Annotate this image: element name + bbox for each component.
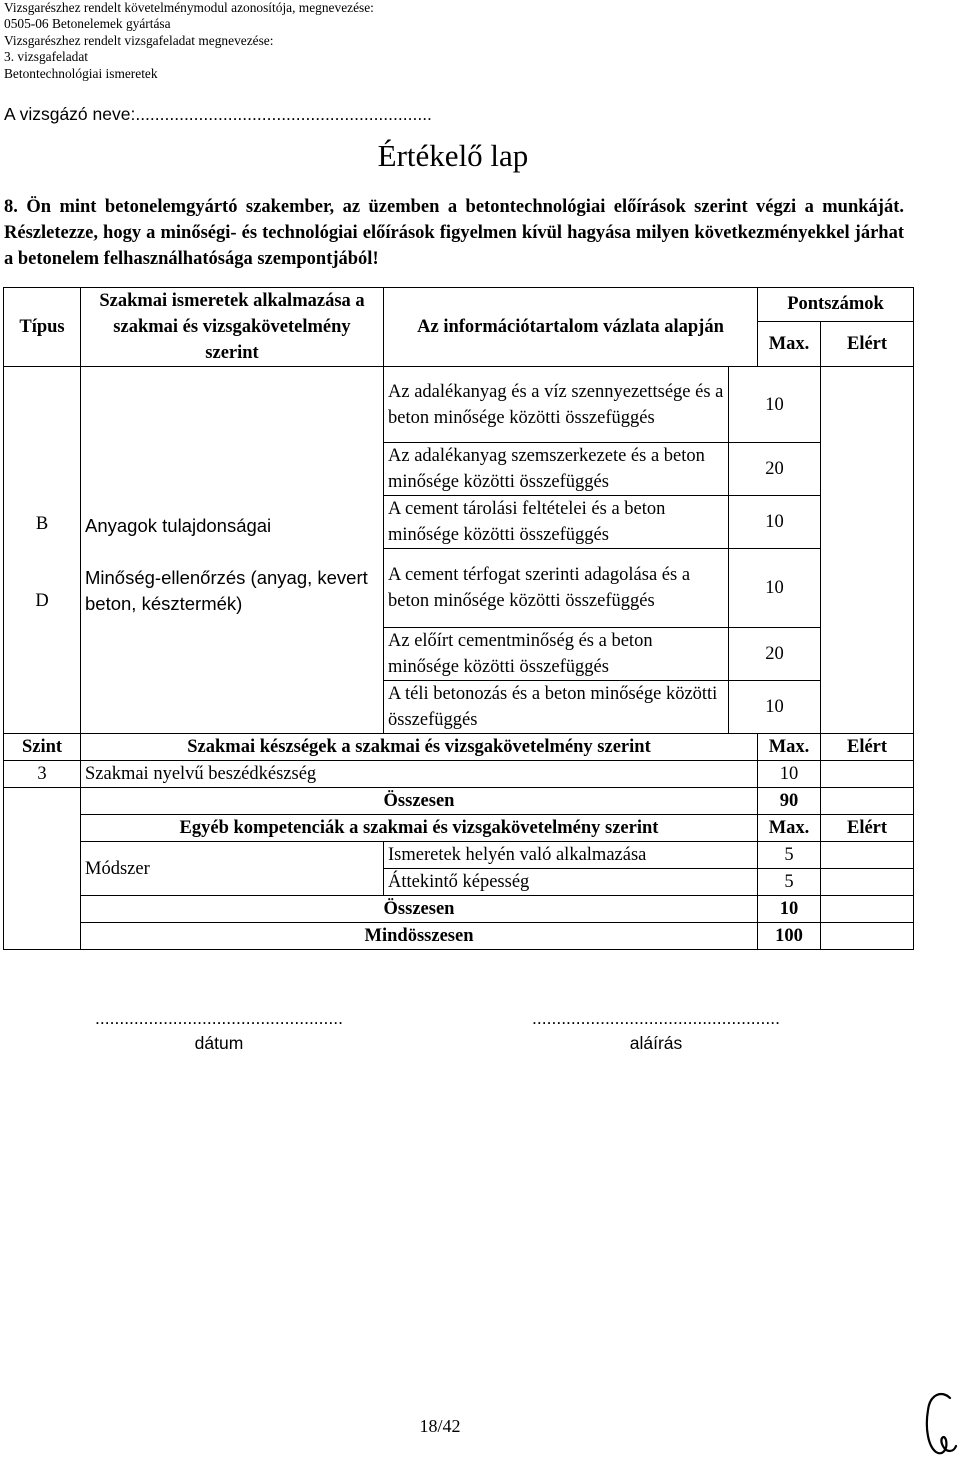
date-dots: ................................................... xyxy=(95,1008,343,1028)
grand-total-label: Mindösszesen xyxy=(81,923,758,950)
date-label: dátum xyxy=(194,1033,244,1053)
grand-total-achieved xyxy=(821,923,914,950)
header-line: Betontechnológiai ismeretek xyxy=(4,65,158,81)
item-text: Az előírt cementminőség és a beton minősége közötti összefüggés xyxy=(384,628,729,681)
item-max: 10 xyxy=(729,496,821,549)
spacer-cell xyxy=(4,869,81,896)
item-text: A cement térfogat szerinti adagolása és a beton minősége közötti összefüggés xyxy=(384,549,729,628)
grand-total-value: 100 xyxy=(758,923,821,950)
page-number: 18/42 xyxy=(419,1416,461,1436)
method-label: Módszer xyxy=(81,842,384,896)
achieved-cell xyxy=(821,367,914,734)
type-cell xyxy=(4,367,81,734)
evaluation-table xyxy=(3,287,914,950)
method-item: Áttekintő képesség xyxy=(384,869,758,896)
date-signature-line xyxy=(88,1006,350,1056)
spacer-cell xyxy=(4,896,81,923)
type-b: B xyxy=(35,514,49,534)
sign-signature-line xyxy=(524,1006,788,1056)
topic-b: Anyagok tulajdonságai xyxy=(85,515,272,536)
points-header: Pontszámok xyxy=(758,288,914,322)
item-text: A téli betonozás és a beton minősége közötti összefüggés xyxy=(384,681,729,734)
outline-header: Az információtartalom vázlata alapján xyxy=(384,288,758,367)
header-line: Vizsgarészhez rendelt követelménymodul azonosítója, megnevezése: xyxy=(4,0,374,15)
spacer-cell xyxy=(4,923,81,950)
item-max: 10 xyxy=(729,367,821,443)
max-header: Max. xyxy=(758,321,821,366)
spacer-cell xyxy=(4,842,81,869)
examinee-name-field: A vizsgázó neve:............................................................. xyxy=(4,104,432,124)
task-text: 8. Ön mint betonelemgyártó szakember, az üzemben a betontechnológiai előírások szerint végzi a munkáját. Részletezze, hogy a minőségi- és technológiai előírások figyelmen kívül hagyása milyen következményekkel járhat a betonelem felhasználhatósága szempontjából! xyxy=(4,197,904,269)
item-max: 10 xyxy=(729,549,821,628)
method-item: Ismeretek helyén való alkalmazása xyxy=(384,842,758,869)
method-points: 5 xyxy=(758,869,821,896)
page-title: Értékelő lap xyxy=(377,138,529,173)
subtotal-label: Összesen xyxy=(81,788,758,815)
other-header: Egyéb kompetenciák a szakmai és vizsgakövetelmény szerint xyxy=(81,815,758,842)
item-text: Az adalékanyag és a víz szennyezettsége és a beton minősége közötti összefüggés xyxy=(384,367,729,443)
sign-label: aláírás xyxy=(629,1033,683,1053)
skill-name: Szakmai nyelvű beszédkészség xyxy=(81,761,758,788)
spacer-cell xyxy=(4,815,81,842)
level-header: Szint xyxy=(4,734,81,761)
sign-dots: ................................................... xyxy=(532,1008,780,1028)
skill-level: 3 xyxy=(4,761,81,788)
header-line: 3. vizsgafeladat xyxy=(4,49,89,65)
achieved-header: Elért xyxy=(821,321,914,366)
type-header: Típus xyxy=(4,288,81,367)
spacer-cell xyxy=(4,788,81,815)
other-max-header: Max. xyxy=(758,815,821,842)
method-achieved xyxy=(821,842,914,869)
subtotal-label: Összesen xyxy=(81,896,758,923)
item-max: 10 xyxy=(729,681,821,734)
method-achieved xyxy=(821,869,914,896)
skills-header: Szakmai készségek a szakmai és vizsgakövetelmény szerint xyxy=(81,734,758,761)
topic-d: Minőség-ellenőrzés (anyag, kevert beton, késztermék) xyxy=(85,567,368,614)
item-max: 20 xyxy=(729,443,821,496)
skills-achieved-header: Elért xyxy=(821,734,914,761)
skill-achieved xyxy=(821,761,914,788)
skills-max-header: Max. xyxy=(758,734,821,761)
subtotal-achieved xyxy=(821,788,914,815)
skill-points: 10 xyxy=(758,761,821,788)
method-points: 5 xyxy=(758,842,821,869)
item-max: 20 xyxy=(729,628,821,681)
other-achieved-header: Elért xyxy=(821,815,914,842)
subtotal-value: 10 xyxy=(758,896,821,923)
header-line: Vizsgarészhez rendelt vizsgafeladat megnevezése: xyxy=(4,32,274,48)
handwritten-mark xyxy=(920,1388,958,1458)
knowledge-header: Szakmai ismeretek alkalmazása a szakmai és vizsgakövetelmény szerint xyxy=(81,288,384,367)
subtotal-achieved xyxy=(821,896,914,923)
header-line: 0505-06 Betonelemek gyártása xyxy=(4,16,171,32)
topic-cell xyxy=(81,367,384,734)
item-text: Az adalékanyag szemszerkezete és a beton minősége közötti összefüggés xyxy=(384,443,729,496)
type-d: D xyxy=(35,591,49,611)
subtotal-value: 90 xyxy=(758,788,821,815)
item-text: A cement tárolási feltételei és a beton minősége közötti összefüggés xyxy=(384,496,729,549)
document-header xyxy=(4,0,374,82)
